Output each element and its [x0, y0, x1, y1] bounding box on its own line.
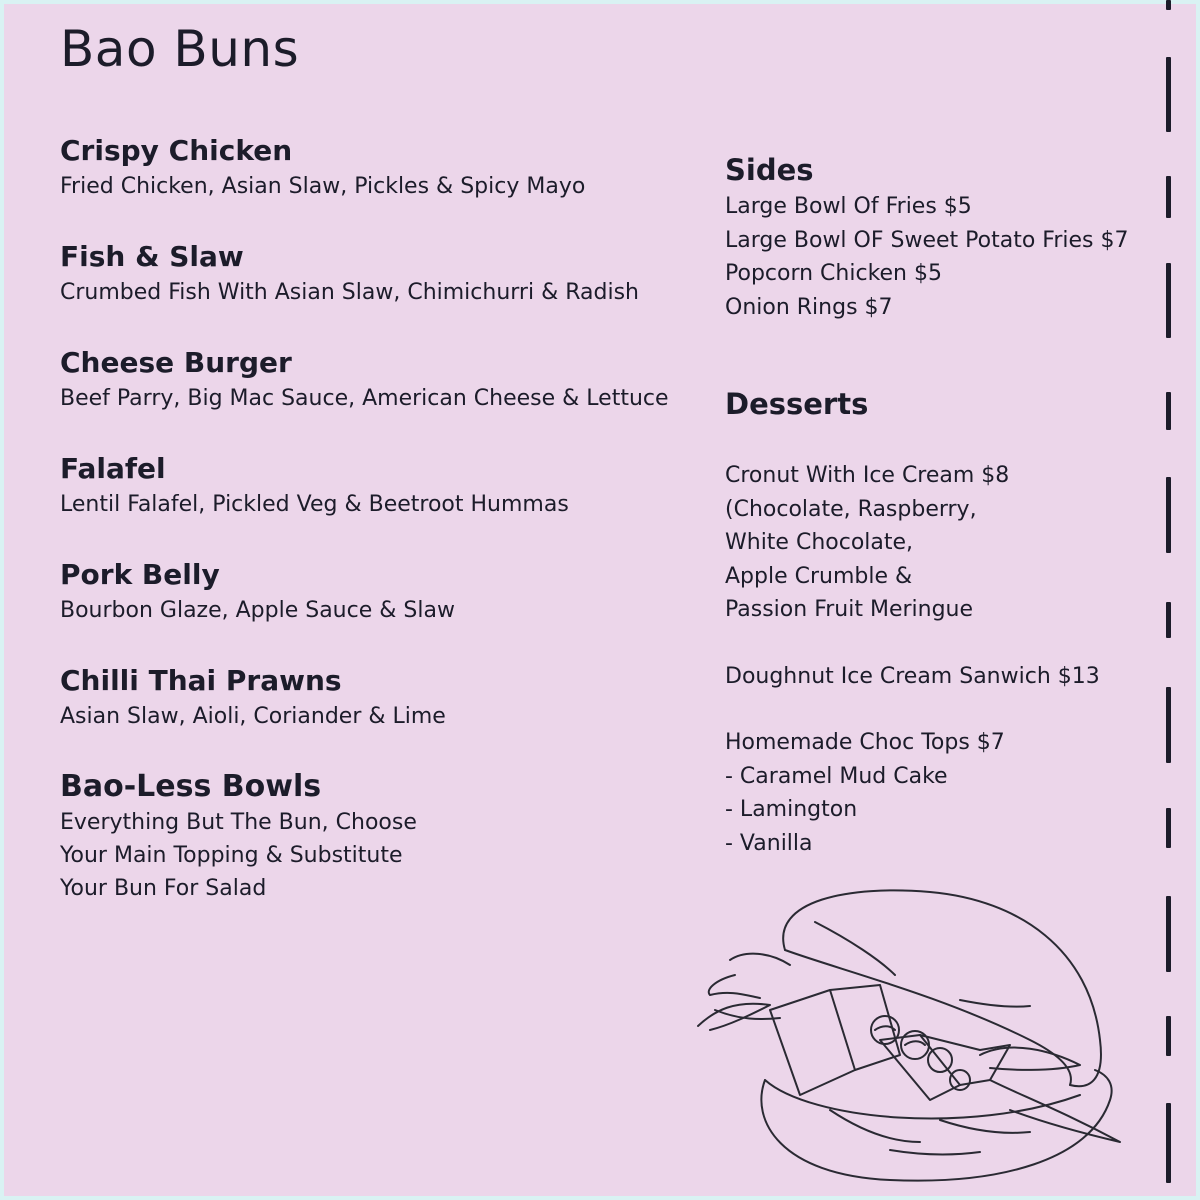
- item-name: Bao-Less Bowls: [60, 769, 322, 804]
- dessert-line: - Vanilla: [725, 830, 813, 856]
- menu-item: [60, 662, 710, 733]
- dash: [1166, 176, 1171, 218]
- menu-item: [60, 768, 710, 905]
- item-description: Fried Chicken, Asian Slaw, Pickles & Spicy Mayo: [60, 174, 586, 199]
- dessert-line: Homemade Choc Tops $7: [725, 730, 1005, 755]
- dessert-group: [725, 660, 1165, 694]
- dash: [1166, 0, 1171, 10]
- menu-item: [60, 238, 710, 309]
- dessert-line: - Lamington: [725, 797, 858, 822]
- desserts-title: Desserts: [725, 387, 869, 421]
- dessert-line: Apple Crumble &: [725, 563, 913, 589]
- item-name: Fish & Slaw: [60, 240, 244, 273]
- dash: [1166, 687, 1171, 763]
- dessert-group: [725, 459, 1165, 627]
- dash: [1166, 896, 1171, 972]
- dash: [1166, 602, 1171, 638]
- dash: [1166, 477, 1171, 553]
- dessert-line: Passion Fruit Meringue: [725, 597, 974, 622]
- dessert-line: - Caramel Mud Cake: [725, 763, 948, 789]
- dessert-line: White Chocolate,: [725, 530, 914, 555]
- side-item: Large Bowl Of Fries $5: [725, 194, 972, 219]
- sides-title: Sides: [725, 153, 814, 187]
- item-description: Crumbed Fish With Asian Slaw, Chimichurri & Radish: [60, 280, 639, 305]
- dash: [1166, 57, 1171, 132]
- item-description: Beef Parry, Big Mac Sauce, American Cheese & Lettuce: [60, 386, 669, 411]
- menu-item: [60, 450, 710, 521]
- item-name: Crispy Chicken: [60, 134, 293, 167]
- page-title: Bao Buns: [60, 20, 300, 78]
- dash: [1166, 1016, 1171, 1056]
- menu-item: [60, 132, 710, 203]
- item-description: Lentil Falafel, Pickled Veg & Beetroot Hummas: [60, 492, 569, 517]
- item-name: Falafel: [60, 452, 166, 485]
- menu-item: [60, 344, 710, 415]
- menu-item: [60, 556, 710, 627]
- side-item: Popcorn Chicken $5: [725, 261, 942, 286]
- side-item: Large Bowl OF Sweet Potato Fries $7: [725, 227, 1129, 253]
- dash: [1166, 1103, 1171, 1183]
- dash: [1166, 263, 1171, 338]
- dessert-line: Cronut With Ice Cream $8: [725, 463, 1010, 488]
- item-name: Chilli Thai Prawns: [60, 664, 342, 697]
- item-description: Everything But The Bun, Choose Your Main Topping & Substitute Your Bun For Salad: [60, 810, 417, 901]
- extras-column: [725, 150, 1165, 893]
- side-item: Onion Rings $7: [725, 294, 893, 320]
- dash: [1166, 808, 1171, 848]
- dashed-border: [1166, 0, 1172, 1200]
- item-description: Bourbon Glaze, Apple Sauce & Slaw: [60, 598, 455, 623]
- dessert-line: (Chocolate, Raspberry,: [725, 496, 977, 522]
- bao-bun-icon: [690, 880, 1140, 1190]
- dessert-line: Doughnut Ice Cream Sanwich $13: [725, 663, 1100, 689]
- item-name: Pork Belly: [60, 558, 220, 591]
- mains-list: [60, 132, 710, 940]
- sides-list: [725, 190, 1165, 324]
- dessert-group: [725, 726, 1165, 860]
- dash: [1166, 392, 1171, 430]
- item-description: Asian Slaw, Aioli, Coriander & Lime: [60, 704, 446, 729]
- item-name: Cheese Burger: [60, 346, 292, 379]
